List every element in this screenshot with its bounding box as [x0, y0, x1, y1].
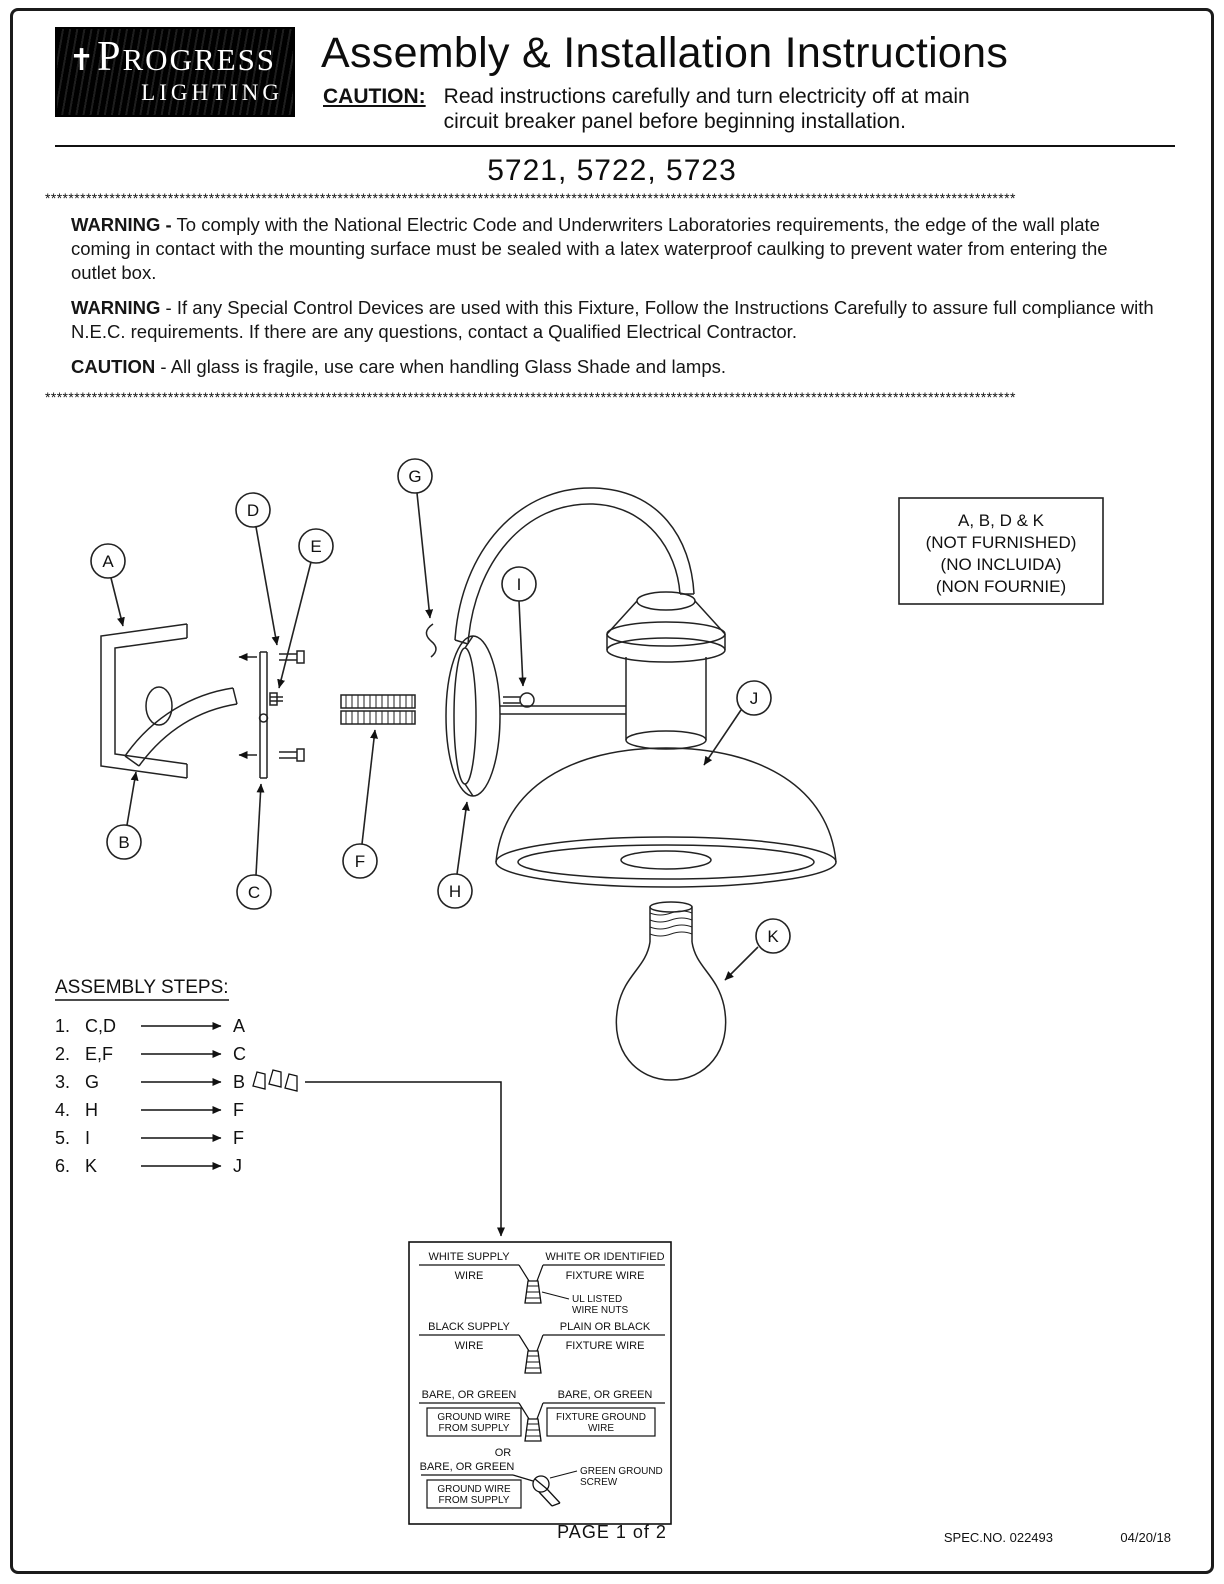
wiring-diagram	[409, 1242, 671, 1524]
stars-divider-bottom: **********************************************************************************************************************************************************************	[45, 389, 1016, 404]
svg-text:J: J	[233, 1155, 242, 1176]
curved-arm	[125, 688, 237, 766]
svg-text:WIRE: WIRE	[587, 1422, 615, 1434]
mounting-stem	[500, 706, 626, 714]
svg-text:FROM SUPPLY: FROM SUPPLY	[438, 1494, 510, 1506]
callout-E-label: E	[310, 536, 322, 556]
warning-label-2: WARNING	[71, 296, 161, 318]
warning-paragraph-3	[71, 355, 1155, 379]
callout-G-label: G	[408, 466, 422, 486]
logo-line1	[69, 35, 283, 79]
callout-I	[502, 567, 536, 686]
wire-nut-icon	[525, 1351, 541, 1373]
svg-text:4.: 4.	[55, 1099, 71, 1120]
or-label: OR	[494, 1446, 512, 1459]
barn-shade	[496, 748, 836, 887]
ul-note-line2: WIRE NUTS	[572, 1304, 629, 1316]
svg-text:FIXTURE WIRE: FIXTURE WIRE	[565, 1269, 645, 1282]
logo-brand-sub: LIGHTING	[141, 80, 283, 106]
not-furnished-note	[899, 498, 1103, 604]
lamp-neck	[626, 657, 706, 749]
svg-text:1.: 1.	[55, 1015, 71, 1036]
svg-text:WHITE SUPPLY: WHITE SUPPLY	[428, 1250, 510, 1263]
header	[13, 11, 1211, 135]
caution-line-1: Read instructions carefully and turn electricity off at main	[443, 85, 970, 108]
svg-text:BLACK SUPPLY: BLACK SUPPLY	[428, 1320, 510, 1333]
callout-A-label: A	[102, 551, 114, 571]
svg-text:FIXTURE GROUND: FIXTURE GROUND	[556, 1411, 646, 1423]
svg-text:WIRE: WIRE	[454, 1339, 484, 1352]
svg-text:G: G	[85, 1071, 100, 1092]
svg-text:PLAIN OR BLACK: PLAIN OR BLACK	[559, 1320, 651, 1333]
progress-lighting-logo	[55, 27, 295, 117]
callout-D-label: D	[246, 500, 260, 520]
svg-text:K: K	[85, 1155, 98, 1176]
crossbar	[260, 652, 268, 778]
assembly-steps	[55, 977, 501, 1236]
callout-K-label: K	[767, 926, 779, 946]
svg-text:E,F: E,F	[85, 1043, 114, 1064]
mounting-screw-top	[239, 651, 304, 663]
logo-brand-name: PROGRESS	[97, 34, 277, 80]
svg-text:2.: 2.	[55, 1043, 71, 1064]
stars-divider-top: **********************************************************************************************************************************************************************	[45, 190, 1016, 205]
assembly-step-4	[55, 1100, 244, 1120]
svg-text:WIRE: WIRE	[454, 1269, 484, 1282]
warning-label-1: WARNING -	[71, 213, 172, 235]
warning-paragraph-2	[71, 296, 1155, 344]
svg-text:GROUND WIRE: GROUND WIRE	[437, 1483, 511, 1495]
svg-text:GROUND WIRE: GROUND WIRE	[437, 1411, 511, 1423]
spec-number: SPEC.NO. 022493	[943, 1530, 1053, 1545]
note-line-4: (NON FOURNIE)	[935, 576, 1067, 596]
callout-F	[343, 730, 377, 878]
assembly-step-5	[55, 1128, 244, 1148]
warning-paragraph-1	[71, 213, 1155, 285]
caution-label-3: CAUTION	[71, 355, 156, 377]
callout-H-label: H	[448, 881, 462, 901]
warning-text-2: - If any Special Control Devices are used with this Fixture, Follow the Instructions Carefully to assure full compliance with N.E.C. requirements. If there are any questions, contact a Qualified Electrical Contractor.	[71, 296, 1154, 342]
caution-text	[444, 85, 970, 135]
light-bulb	[616, 902, 725, 1080]
set-screw	[503, 693, 534, 707]
wall-plate	[446, 636, 500, 796]
header-caution	[321, 85, 1175, 135]
svg-text:FROM SUPPLY: FROM SUPPLY	[438, 1422, 510, 1434]
assembly-step-2	[55, 1044, 246, 1064]
svg-text:C,D: C,D	[85, 1015, 116, 1036]
svg-text:BARE, OR GREEN: BARE, OR GREEN	[557, 1388, 653, 1401]
wire-clip	[426, 624, 436, 657]
svg-text:5.: 5.	[55, 1127, 71, 1148]
svg-text:H: H	[85, 1099, 98, 1120]
callout-K	[725, 919, 790, 980]
svg-text:F: F	[233, 1099, 244, 1120]
gooseneck-arm	[455, 488, 694, 644]
assembly-step-6	[55, 1156, 242, 1176]
page-title: Assembly & Installation Instructions	[321, 29, 1009, 77]
callout-H	[438, 802, 472, 908]
svg-text:C: C	[233, 1043, 246, 1064]
page-number: PAGE 1 of 2	[557, 1522, 667, 1542]
svg-text:6.: 6.	[55, 1155, 71, 1176]
svg-text:WHITE OR IDENTIFIED: WHITE OR IDENTIFIED	[545, 1250, 665, 1263]
torch-icon: ✝	[69, 43, 97, 78]
assembly-step-1	[55, 1016, 245, 1036]
instruction-sheet	[10, 8, 1214, 1574]
caution-line-2: circuit breaker panel before beginning installation.	[443, 109, 906, 133]
warning-text-1: To comply with the National Electric Code and Underwriters Laboratories requirements, the edge of the wall plate coming in contact with the mounting surface must be sealed with a latex waterproof caulking to prevent water from entering the outlet box.	[71, 213, 1108, 283]
callout-C	[237, 784, 271, 909]
green-screw-label1: GREEN GROUND	[580, 1465, 663, 1477]
header-right	[321, 27, 1175, 135]
callout-B-label: B	[118, 832, 130, 852]
assembly-step-3	[55, 1072, 245, 1092]
svg-text:A: A	[233, 1015, 246, 1036]
assembly-steps-title: ASSEMBLY STEPS:	[55, 976, 229, 998]
revision-date: 04/20/18	[1120, 1530, 1171, 1545]
header-divider	[55, 145, 1175, 147]
callout-F-label: F	[354, 851, 366, 871]
note-line-3: (NO INCLUIDA)	[940, 554, 1062, 574]
lamp-cap	[607, 592, 725, 662]
exploded-diagram	[41, 410, 1205, 1530]
note-line-2: (NOT FURNISHED)	[925, 532, 1077, 552]
wire-nut-icon	[525, 1281, 541, 1303]
callout-G	[398, 459, 432, 618]
ul-note-line1: UL LISTED	[572, 1293, 623, 1305]
crossbar-ground-screw	[270, 693, 283, 705]
callout-D	[236, 493, 277, 645]
callout-E	[279, 529, 333, 688]
callout-C-label: C	[247, 882, 261, 902]
mounting-screw-bottom	[239, 749, 304, 761]
caution-text-3: - All glass is fragile, use care when handling Glass Shade and lamps.	[155, 355, 727, 377]
svg-text:B: B	[233, 1071, 246, 1092]
warnings-section	[71, 213, 1155, 379]
svg-text:F: F	[233, 1127, 244, 1148]
svg-text:I: I	[85, 1127, 91, 1148]
caution-label: CAUTION:	[323, 85, 426, 108]
threaded-nipple	[341, 695, 415, 724]
step3-connector-line	[305, 1082, 501, 1236]
model-numbers: 5721, 5722, 5723	[487, 153, 737, 187]
callout-J-label: J	[749, 688, 759, 708]
wire-nut-icon	[525, 1419, 541, 1441]
callout-B	[107, 772, 141, 859]
green-screw-label2: SCREW	[580, 1476, 618, 1488]
svg-text:BARE, OR GREEN: BARE, OR GREEN	[421, 1388, 517, 1401]
callout-A	[91, 544, 125, 626]
note-line-1: A, B, D & K	[958, 510, 1044, 530]
wall-bracket	[101, 624, 187, 778]
callout-I-label: I	[516, 574, 522, 594]
svg-text:BARE, OR GREEN: BARE, OR GREEN	[419, 1460, 515, 1473]
wire-nut-icons	[253, 1070, 297, 1091]
svg-text:3.: 3.	[55, 1071, 71, 1092]
svg-text:FIXTURE WIRE: FIXTURE WIRE	[565, 1339, 645, 1352]
